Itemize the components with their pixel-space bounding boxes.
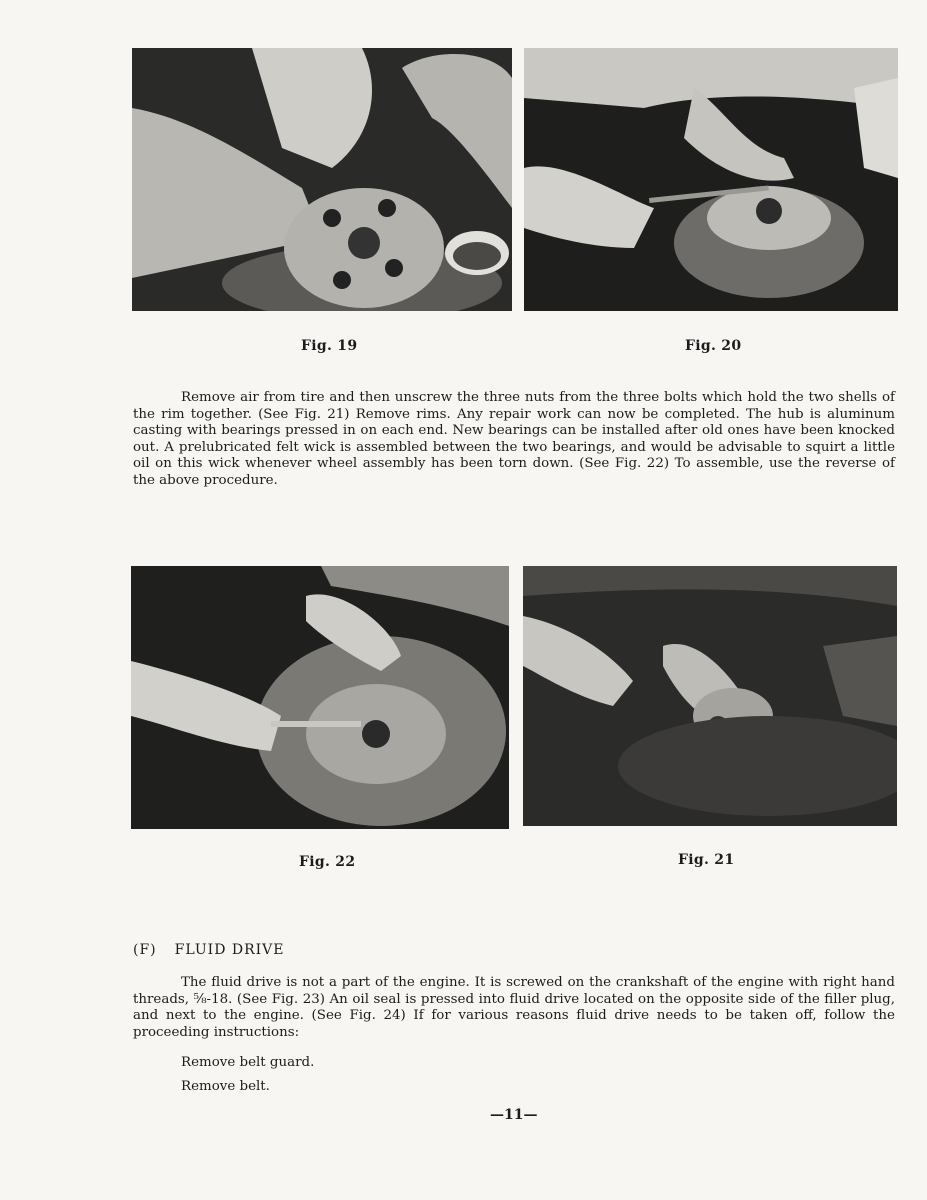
fig-20-photo	[524, 48, 898, 311]
fig-22-caption: Fig. 22	[299, 854, 356, 870]
fig-21-photo	[523, 566, 897, 826]
page-number: —11—	[490, 1107, 538, 1123]
step-item: Remove belt.	[181, 1079, 270, 1094]
section-heading	[133, 942, 285, 958]
fig-22-photo	[131, 566, 509, 829]
fig-20-caption: Fig. 20	[685, 338, 742, 354]
wheel-procedure-paragraph: Remove air from tire and then unscrew the three nuts from the three bolts which hold the two shells of the rim together. (See Fig. 21) Remove rims. Any repair work can now be completed. The hub is aluminum casting with bearings pressed in on each end. New bearings can be installed after old ones have been knocked out. A prelubricated felt wick is assembled between the two bearings, and would be advisable to squirt a little oil on this wick whenever wheel assembly has been torn down. (See Fig. 22) To assemble, use the reverse of the above procedure.	[133, 390, 895, 488]
fig-19-caption: Fig. 19	[301, 338, 358, 354]
fig-21-caption: Fig. 21	[678, 852, 735, 868]
fluid-drive-paragraph: The fluid drive is not a part of the engine. It is screwed on the crankshaft of the engine with right hand threads, ⅝-18. (See Fig. 23) An oil seal is pressed into fluid drive located on the opposite side of the filler plug, and next to the engine. (See Fig. 24) If for various reasons fluid drive needs to be taken off, follow the proceeding instructions:	[133, 975, 895, 1040]
fig-19-photo	[132, 48, 512, 311]
step-item: Remove belt guard.	[181, 1055, 315, 1070]
section-title: FLUID DRIVE	[174, 942, 285, 958]
section-marker: (F)	[133, 942, 157, 958]
